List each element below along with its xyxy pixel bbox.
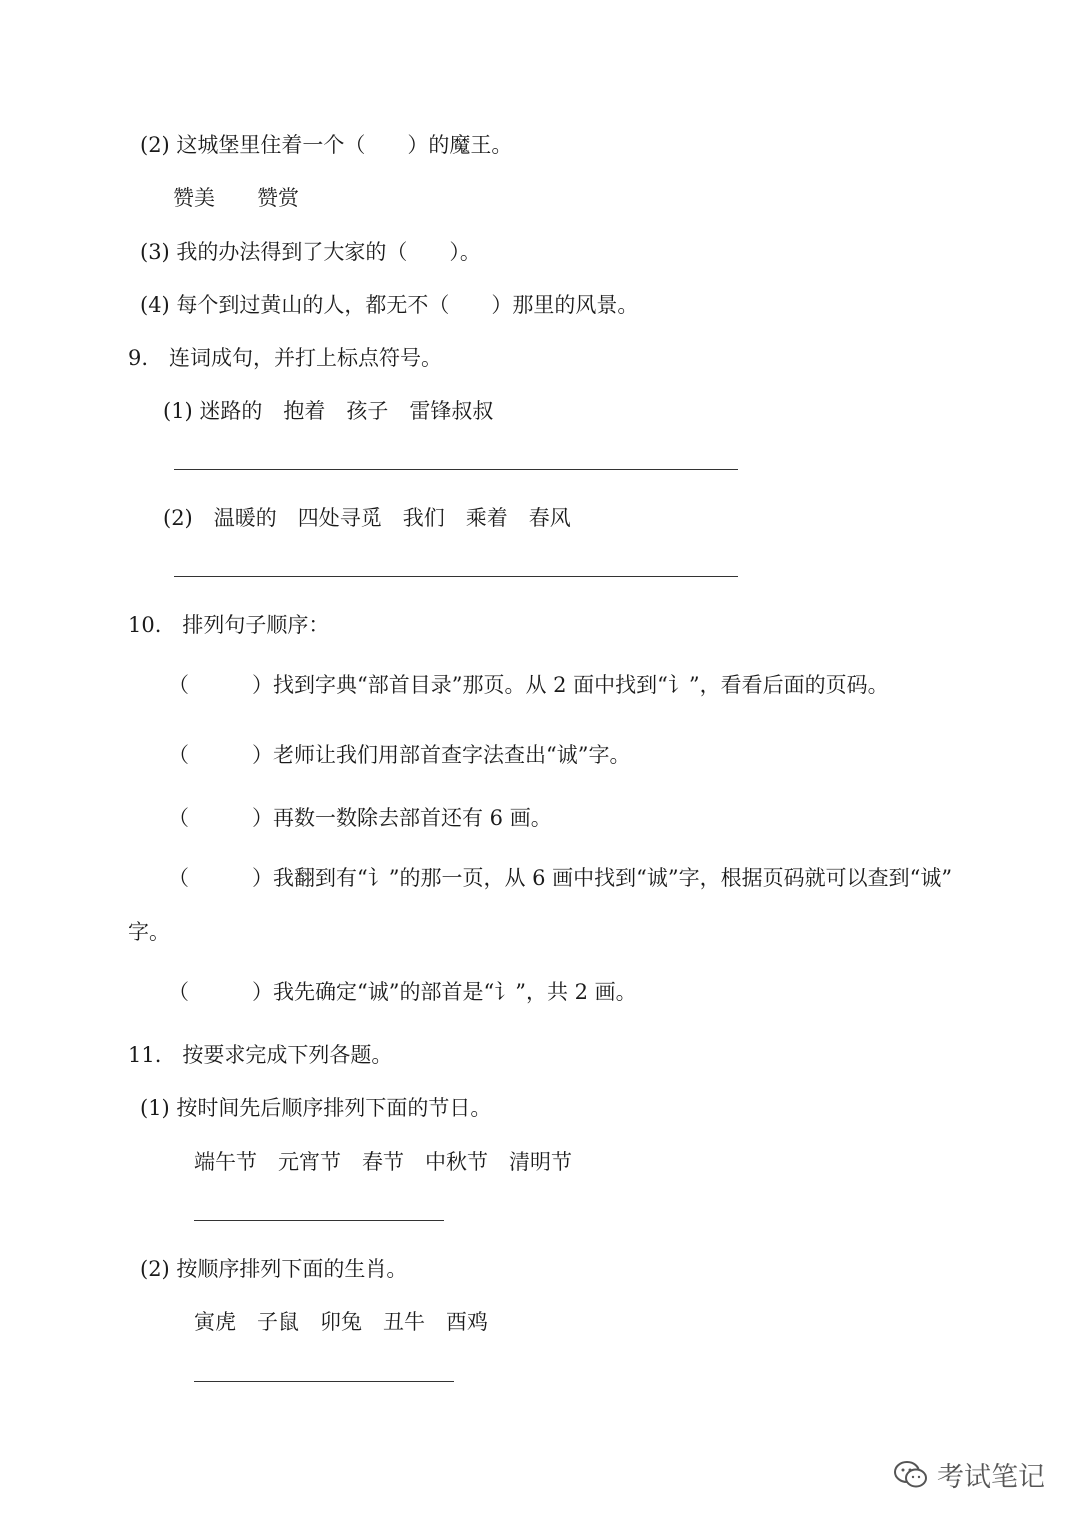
q10-sentence-3: （ ）再数一数除去部首还有 6 画。 <box>168 806 552 830</box>
q11-zodiac: 寅虎 子鼠 卯兔 丑牛 酉鸡 <box>194 1310 488 1334</box>
q8-item-3: (3) 我的办法得到了大家的（ ）。 <box>140 240 481 264</box>
q10-title: 10. 排列句子顺序： <box>128 613 330 637</box>
wechat-icon <box>893 1459 929 1491</box>
q10-sentence-4: （ ）我翻到有“讠”的那一页，从 6 画中找到“诚”字，根据页码就可以查到“诚” <box>168 866 953 890</box>
watermark <box>893 1455 1045 1494</box>
q9-item-2: (2) 温暖的 四处寻觅 我们 乘着 春风 <box>163 506 571 530</box>
q9-answer-line-1[interactable] <box>174 469 738 470</box>
q11-item-1: (1) 按时间先后顺序排列下面的节日。 <box>140 1096 492 1120</box>
q9-item-1: (1) 迷路的 抱着 孩子 雷锋叔叔 <box>163 399 494 423</box>
q11-title: 11. 按要求完成下列各题。 <box>128 1043 393 1067</box>
q8-item-2: (2) 这城堡里住着一个（ ）的魔王。 <box>140 133 513 157</box>
q11-answer-line-1[interactable] <box>194 1220 444 1221</box>
watermark-text: 考试笔记 <box>937 1462 1045 1493</box>
q11-festivals: 端午节 元宵节 春节 中秋节 清明节 <box>194 1150 572 1174</box>
q10-sentence-1: （ ）找到字典“部首目录”那页。从 2 面中找到“讠”，看看后面的页码。 <box>168 673 889 697</box>
q10-sentence-5: （ ）我先确定“诚”的部首是“讠”，共 2 画。 <box>168 980 637 1004</box>
q11-item-2: (2) 按顺序排列下面的生肖。 <box>140 1257 408 1281</box>
q11-answer-line-2[interactable] <box>194 1381 454 1382</box>
q10-sentence-2: （ ）老师让我们用部首查字法查出“诚”字。 <box>168 743 631 767</box>
q8-word-choices: 赞美 赞赏 <box>173 186 299 210</box>
q9-title: 9. 连词成句，并打上标点符号。 <box>128 346 443 370</box>
q10-sentence-4-continued: 字。 <box>128 920 170 944</box>
q8-item-4: (4) 每个到过黄山的人，都无不（ ）那里的风景。 <box>140 293 639 317</box>
q9-answer-line-2[interactable] <box>174 576 738 577</box>
